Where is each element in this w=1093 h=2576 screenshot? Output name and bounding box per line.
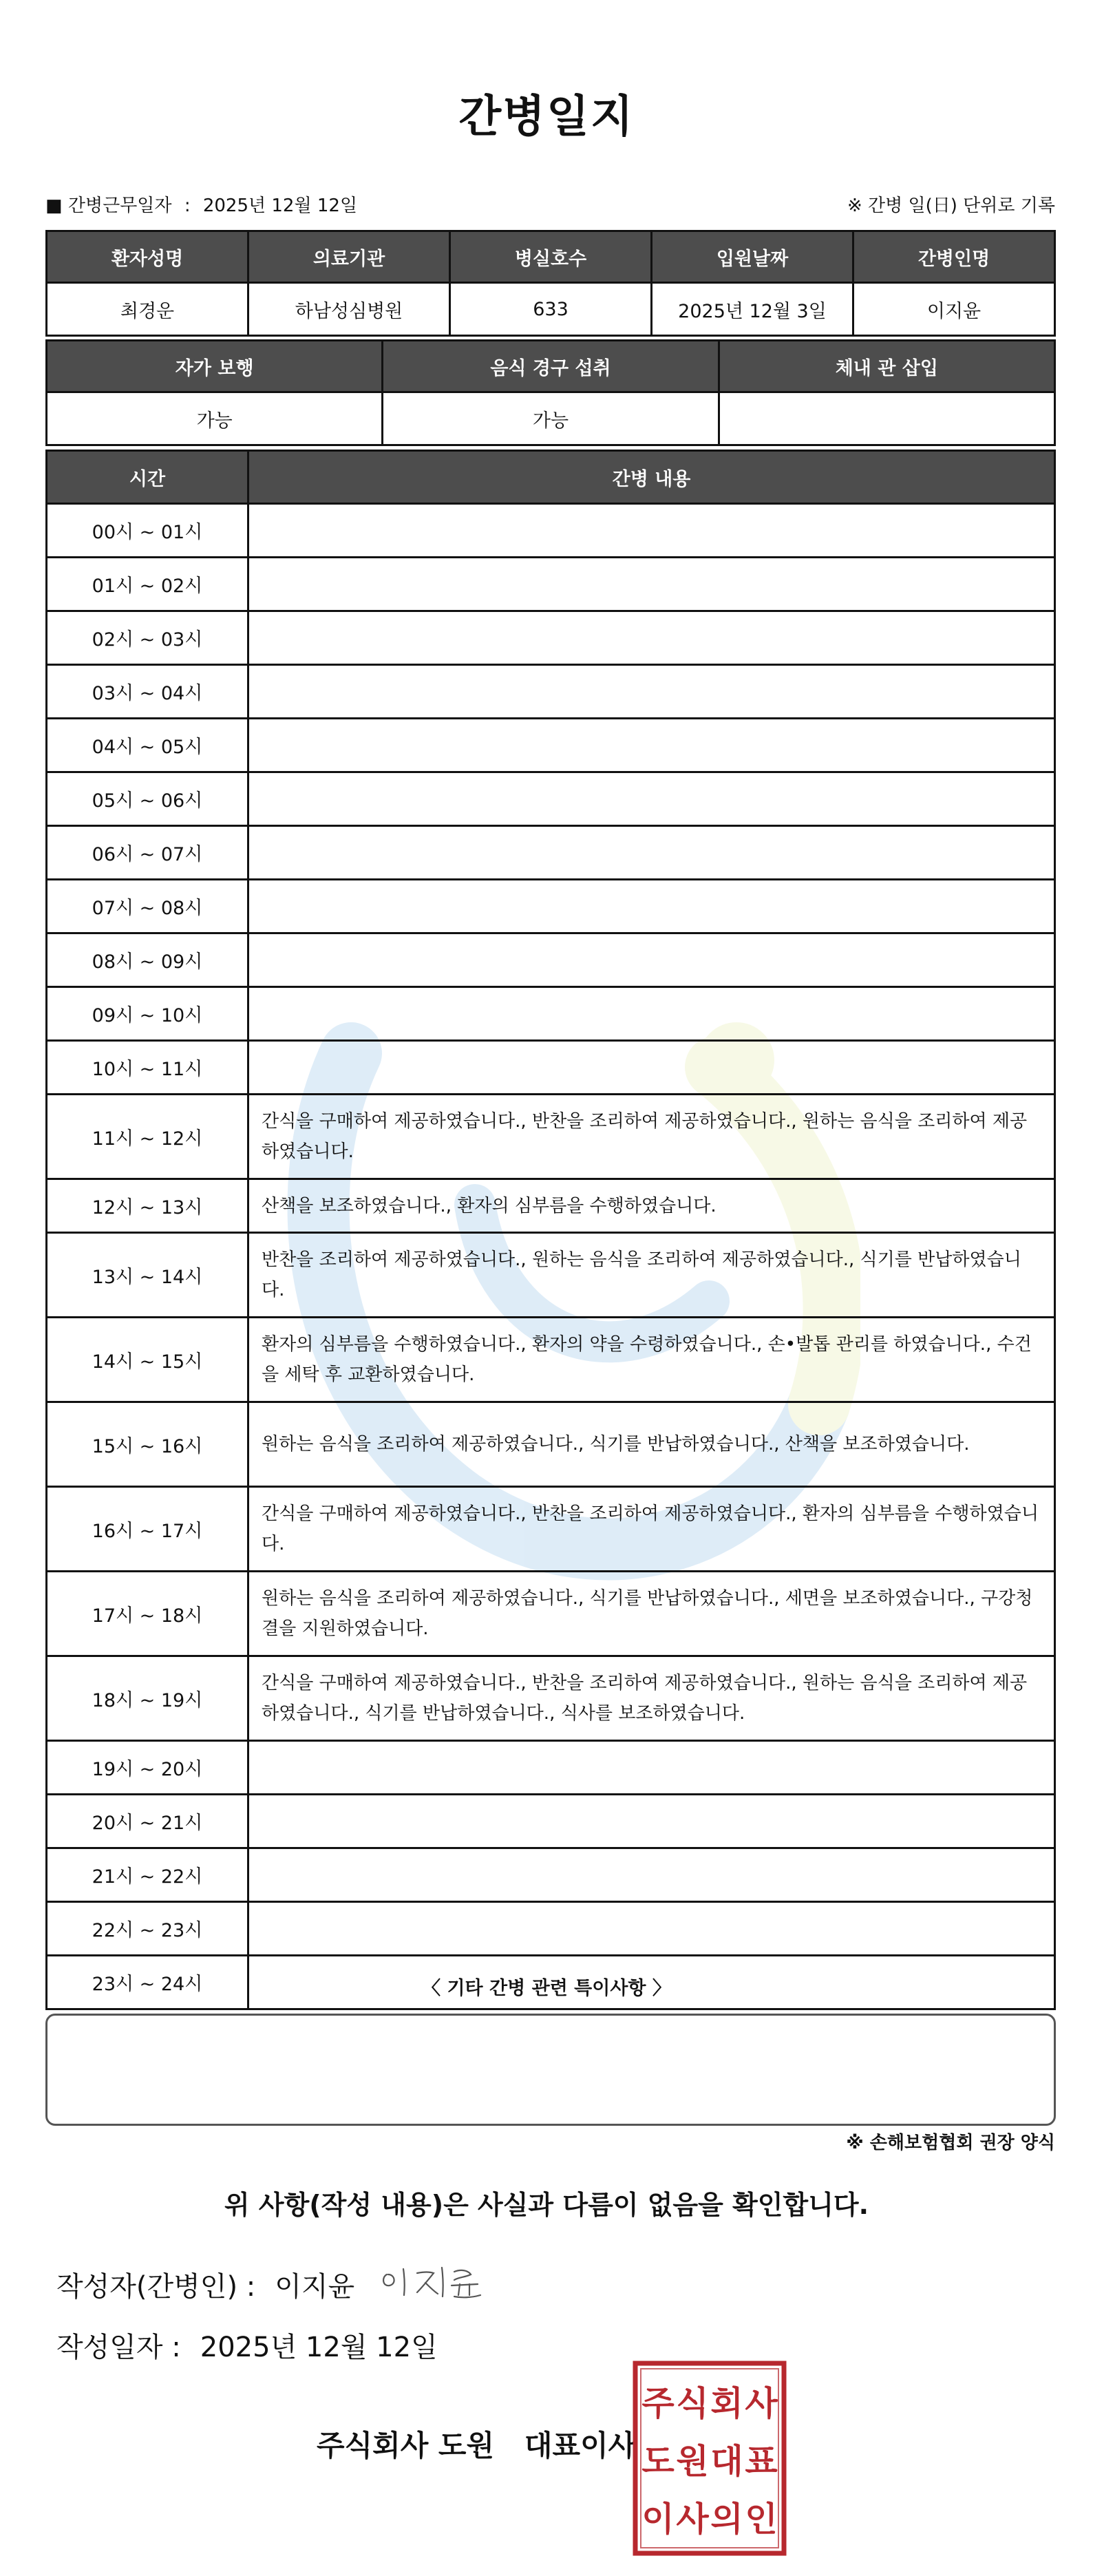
self-walking-value: 가능 <box>47 392 383 445</box>
writer-label: 작성자(간병인) : <box>56 2271 256 2303</box>
care-log-content <box>248 1041 1055 1095</box>
care-log-time: 10시 ~ 11시 <box>47 1041 248 1095</box>
care-log-row <box>47 1095 1055 1179</box>
written-date-line <box>56 2325 438 2365</box>
care-log-content <box>248 1848 1055 1902</box>
care-log-content: 산책을 보조하였습니다., 환자의 심부름을 수행하였습니다. <box>248 1179 1055 1233</box>
care-log-time: 03시 ~ 04시 <box>47 665 248 719</box>
seal-character: 사 <box>676 2500 709 2539</box>
care-log-time: 17시 ~ 18시 <box>47 1572 248 1656</box>
care-log-row <box>47 826 1055 880</box>
seal-character: 대 <box>710 2442 743 2481</box>
care-log-content <box>248 1795 1055 1848</box>
care-log-time: 01시 ~ 02시 <box>47 558 248 611</box>
care-log-row <box>47 1318 1055 1402</box>
care-log-content <box>248 1741 1055 1795</box>
care-log-time: 11시 ~ 12시 <box>47 1095 248 1179</box>
care-log-time: 07시 ~ 08시 <box>47 880 248 933</box>
caregiver-name-value: 이지윤 <box>853 283 1055 336</box>
tube-insertion-header: 체내 관 삽입 <box>719 341 1054 392</box>
care-log-content: 원하는 음식을 조리하여 제공하였습니다., 식기를 반납하였습니다., 산책을 보조하였습니다. <box>248 1402 1055 1487</box>
oral-intake-header: 음식 경구 섭취 <box>383 341 719 392</box>
care-log-time: 12시 ~ 13시 <box>47 1179 248 1233</box>
company-representative: 주식회사 도원 대표이사 <box>317 2429 637 2462</box>
admission-date-header: 입원날짜 <box>652 231 853 283</box>
caregiver-name-header: 간병인명 <box>853 231 1055 283</box>
care-log-time: 23시 ~ 24시 <box>47 1956 248 2009</box>
seal-character: 원 <box>676 2442 709 2481</box>
care-log-header-row <box>47 451 1055 504</box>
care-log-row <box>47 1848 1055 1902</box>
care-content-column-header: 간병 내용 <box>248 451 1055 504</box>
self-walking-header: 자가 보행 <box>47 341 383 392</box>
care-date-line <box>45 191 357 217</box>
special-notes-title: 〈 기타 간병 관련 특이사항 〉 <box>422 1978 671 1999</box>
admission-date-value: 2025년 12월 3일 <box>652 283 853 336</box>
care-log-time: 22시 ~ 23시 <box>47 1902 248 1956</box>
company-seal-stamp <box>632 2360 787 2557</box>
confirmation-statement: 위 사항(작성 내용)은 사실과 다름이 없음을 확인합니다. <box>224 2190 869 2220</box>
tube-insertion-value <box>719 392 1054 445</box>
care-log-time: 04시 ~ 05시 <box>47 719 248 772</box>
care-log-row <box>47 1902 1055 1956</box>
care-log-row <box>47 558 1055 611</box>
room-number-value: 633 <box>450 283 652 336</box>
care-log-content <box>248 719 1055 772</box>
care-log-content: 환자의 심부름을 수행하였습니다., 환자의 약을 수령하였습니다., 손•발톱 관리를 하였습니다., 수건을 세탁 후 교환하였습니다. <box>248 1318 1055 1402</box>
care-log-time: 00시 ~ 01시 <box>47 504 248 558</box>
patient-info-value-row <box>47 283 1055 336</box>
care-log-content <box>248 611 1055 665</box>
care-log-time: 21시 ~ 22시 <box>47 1848 248 1902</box>
seal-character: 인 <box>745 2500 778 2539</box>
care-log-table <box>45 450 1056 2010</box>
handwritten-signature <box>377 2254 494 2302</box>
care-log-content: 원하는 음식을 조리하여 제공하였습니다., 식기를 반납하였습니다., 세면을 보조하였습니다., 구강청결을 지원하였습니다. <box>248 1572 1055 1656</box>
care-log-row <box>47 719 1055 772</box>
care-log-time: 15시 ~ 16시 <box>47 1402 248 1487</box>
time-column-header: 시간 <box>47 451 248 504</box>
writer-line <box>56 2265 354 2304</box>
care-log-row <box>47 1572 1055 1656</box>
care-log-time: 13시 ~ 14시 <box>47 1233 248 1318</box>
patient-name-header: 환자성명 <box>47 231 248 283</box>
care-log-time: 16시 ~ 17시 <box>47 1487 248 1572</box>
care-log-content <box>248 504 1055 558</box>
care-log-row <box>47 880 1055 933</box>
care-log-row <box>47 933 1055 987</box>
seal-character: 사 <box>745 2384 778 2423</box>
patient-status-table <box>45 339 1056 446</box>
care-log-content <box>248 933 1055 987</box>
seal-character: 식 <box>676 2384 709 2423</box>
written-date-label: 작성일자 : <box>56 2332 181 2363</box>
care-log-content <box>248 1902 1055 1956</box>
care-log-row <box>47 1656 1055 1741</box>
care-log-row <box>47 1233 1055 1318</box>
care-log-content: 간식을 구매하여 제공하였습니다., 반찬을 조리하여 제공하였습니다., 환자의 심부름을 수행하였습니다. <box>248 1487 1055 1572</box>
care-log-time: 05시 ~ 06시 <box>47 772 248 826</box>
care-log-time: 09시 ~ 10시 <box>47 987 248 1041</box>
seal-character: 도 <box>641 2442 675 2481</box>
care-log-row <box>47 1179 1055 1233</box>
hospital-value: 하남성심병원 <box>248 283 450 336</box>
patient-info-table <box>45 230 1056 337</box>
care-log-time: 19시 ~ 20시 <box>47 1741 248 1795</box>
care-log-row <box>47 1487 1055 1572</box>
seal-character: 의 <box>710 2500 743 2539</box>
care-log-content <box>248 826 1055 880</box>
care-log-time: 06시 ~ 07시 <box>47 826 248 880</box>
care-log-time: 08시 ~ 09시 <box>47 933 248 987</box>
care-log-time: 02시 ~ 03시 <box>47 611 248 665</box>
daily-record-note: ※ 간병 일(日) 단위로 기록 <box>847 196 1055 216</box>
page-title: 간병일지 <box>458 92 635 142</box>
care-log-content: 간식을 구매하여 제공하였습니다., 반찬을 조리하여 제공하였습니다., 원하는 음식을 조리하여 제공하였습니다. <box>248 1095 1055 1179</box>
care-log-row <box>47 611 1055 665</box>
seal-character: 주 <box>641 2384 675 2423</box>
care-log-row <box>47 1741 1055 1795</box>
seal-character: 회 <box>710 2384 743 2423</box>
patient-info-header-row <box>47 231 1055 283</box>
care-log-time: 18시 ~ 19시 <box>47 1656 248 1741</box>
care-log-row <box>47 987 1055 1041</box>
care-log-time: 14시 ~ 15시 <box>47 1318 248 1402</box>
care-date-value: 2025년 12월 12일 <box>202 196 358 216</box>
recommended-form-note: ※ 손해보험협회 권장 양식 <box>846 2133 1055 2153</box>
care-log-content: 간식을 구매하여 제공하였습니다., 반찬을 조리하여 제공하였습니다., 원하는 음식을 조리하여 제공하였습니다., 식기를 반납하였습니다., 식사를 보조하였습니다. <box>248 1656 1055 1741</box>
patient-status-header-row <box>47 341 1055 392</box>
care-log-content: 반찬을 조리하여 제공하였습니다., 원하는 음식을 조리하여 제공하였습니다., 식기를 반납하였습니다. <box>248 1233 1055 1318</box>
writer-name: 이지윤 <box>275 2271 355 2303</box>
room-number-header: 병실호수 <box>450 231 652 283</box>
care-log-content <box>248 880 1055 933</box>
care-date-label: 간병근무일자 <box>67 196 172 216</box>
square-bullet-icon: ■ <box>45 196 63 216</box>
care-log-row <box>47 1795 1055 1848</box>
hospital-header: 의료기관 <box>248 231 450 283</box>
special-notes-box <box>45 2014 1056 2126</box>
care-log-row <box>47 1402 1055 1487</box>
care-log-row <box>47 665 1055 719</box>
seal-character: 이 <box>641 2500 675 2539</box>
care-log-content <box>248 665 1055 719</box>
seal-character: 표 <box>745 2442 778 2481</box>
care-date-separator: : <box>184 196 191 216</box>
care-log-row <box>47 504 1055 558</box>
care-log-row <box>47 1041 1055 1095</box>
care-log-content <box>248 558 1055 611</box>
patient-name-value: 최경운 <box>47 283 248 336</box>
care-log-row <box>47 772 1055 826</box>
care-log-time: 20시 ~ 21시 <box>47 1795 248 1848</box>
patient-status-value-row <box>47 392 1055 445</box>
written-date-value: 2025년 12월 12일 <box>200 2332 438 2363</box>
care-log-content <box>248 987 1055 1041</box>
oral-intake-value: 가능 <box>383 392 719 445</box>
care-log-content <box>248 772 1055 826</box>
